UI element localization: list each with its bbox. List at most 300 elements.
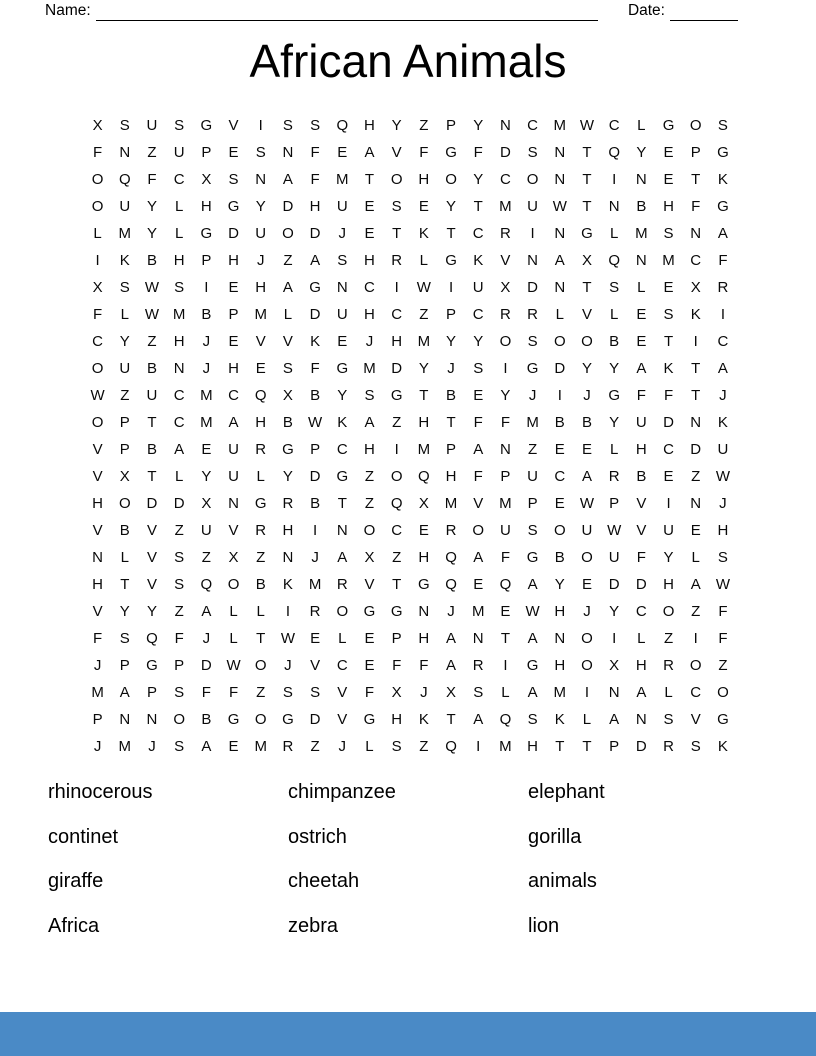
grid-letter: M: [118, 738, 132, 755]
grid-letter: R: [445, 522, 457, 539]
grid-letter: K: [717, 738, 728, 755]
grid-letter: G: [363, 711, 376, 728]
grid-letter: F: [364, 684, 375, 701]
grid-letter: Y: [146, 603, 157, 620]
grid-letter: U: [119, 198, 131, 215]
grid-letter: Y: [446, 333, 457, 350]
grid-letter: W: [525, 603, 540, 620]
grid-letter: I: [720, 306, 725, 323]
grid-letter: P: [119, 657, 130, 674]
grid-letter: H: [173, 252, 185, 269]
grid-letter: N: [119, 144, 131, 161]
grid-letter: Q: [336, 117, 349, 134]
grid-letter: F: [201, 684, 211, 701]
grid-letter: Q: [608, 252, 620, 269]
grid-letter: Q: [146, 630, 158, 647]
grid-letter: W: [715, 576, 730, 593]
grid-letter: E: [663, 144, 674, 161]
grid-letter: E: [337, 144, 348, 161]
grid-letter: I: [394, 441, 399, 458]
grid-letter: X: [581, 252, 592, 269]
grid-letter: O: [499, 333, 512, 350]
grid-letter: J: [93, 657, 102, 674]
grid-letter: H: [418, 171, 430, 188]
grid-letter: S: [391, 738, 402, 755]
grid-letter: K: [418, 711, 429, 728]
grid-letter: Y: [119, 333, 130, 350]
grid-letter: K: [663, 360, 674, 377]
grid-letter: X: [609, 657, 620, 674]
grid-letter: D: [146, 495, 158, 512]
grid-letter: S: [663, 306, 674, 323]
grid-letter: K: [717, 414, 728, 431]
grid-letter: R: [309, 603, 321, 620]
grid-letter: L: [637, 279, 646, 296]
grid-letter: C: [173, 414, 185, 431]
grid-letter: N: [554, 171, 566, 188]
grid-letter: S: [255, 144, 266, 161]
grid-letter: G: [390, 603, 403, 620]
grid-letter: H: [228, 360, 239, 377]
grid-letter: R: [527, 306, 539, 323]
word-item: cheetah: [288, 870, 360, 892]
grid-letter: S: [174, 576, 185, 593]
grid-letter: F: [147, 171, 157, 188]
grid-letter: W: [144, 279, 160, 296]
grid-letter: U: [608, 549, 620, 566]
grid-letter: T: [663, 333, 674, 350]
grid-letter: J: [202, 630, 211, 647]
grid-letter: G: [717, 144, 729, 161]
grid-letter: Z: [147, 333, 157, 350]
grid-letter: F: [473, 414, 483, 431]
grid-letter: I: [693, 333, 698, 350]
grid-letter: K: [717, 171, 728, 188]
grid-letter: E: [500, 603, 511, 620]
grid-letter: I: [693, 630, 698, 647]
grid-letter: S: [663, 225, 674, 242]
grid-letter: Z: [419, 117, 429, 134]
grid-letter: P: [527, 495, 538, 512]
grid-letter: V: [255, 333, 266, 350]
grid-letter: D: [173, 495, 185, 512]
grid-letter: R: [499, 225, 511, 242]
grid-letter: O: [581, 630, 593, 647]
grid-letter: E: [418, 198, 429, 215]
grid-letter: Z: [691, 603, 701, 620]
grid-letter: H: [391, 711, 403, 728]
grid-letter: F: [500, 414, 510, 431]
grid-letter: N: [282, 144, 294, 161]
grid-letter: T: [446, 225, 456, 242]
grid-letter: R: [663, 657, 674, 674]
grid-letter: Q: [118, 171, 131, 188]
grid-letter: J: [447, 360, 455, 377]
date-blank-line: [670, 5, 738, 21]
grid-letter: D: [554, 360, 566, 377]
grid-letter: K: [690, 306, 701, 323]
grid-letter: Y: [473, 333, 484, 350]
grid-letter: O: [581, 333, 593, 350]
grid-letter: O: [390, 171, 403, 188]
grid-letter: M: [635, 225, 648, 242]
grid-letter: M: [417, 333, 431, 350]
grid-letter: F: [310, 360, 320, 377]
grid-letter: D: [391, 360, 403, 377]
grid-letter: E: [636, 306, 647, 323]
grid-letter: O: [254, 711, 267, 728]
grid-letter: H: [418, 549, 430, 566]
grid-letter: U: [119, 360, 131, 377]
grid-letter: W: [90, 387, 105, 404]
date-label: Date:: [627, 2, 665, 19]
grid-letter: B: [554, 414, 565, 431]
grid-letter: F: [718, 252, 728, 269]
grid-letter: S: [717, 549, 728, 566]
grid-letter: Q: [608, 144, 620, 161]
grid-letter: R: [472, 657, 484, 674]
grid-letter: A: [527, 630, 538, 647]
grid-letter: C: [364, 279, 375, 296]
grid-letter: W: [144, 306, 160, 323]
grid-letter: S: [282, 360, 293, 377]
grid-letter: T: [147, 468, 157, 485]
grid-letter: D: [499, 144, 511, 161]
grid-letter: G: [336, 468, 349, 485]
grid-letter: C: [717, 333, 729, 350]
grid-letter: R: [391, 252, 403, 269]
name-label: Name:: [45, 2, 91, 19]
grid-letter: F: [93, 630, 103, 647]
grid-letter: D: [608, 576, 620, 593]
grid-letter: N: [146, 711, 158, 728]
grid-letter: U: [255, 225, 267, 242]
grid-letter: I: [530, 225, 535, 242]
grid-letter: H: [255, 414, 267, 431]
grid-letter: J: [447, 603, 455, 620]
grid-letter: J: [284, 657, 292, 674]
grid-letter: M: [444, 495, 458, 512]
grid-letter: C: [472, 225, 484, 242]
grid-letter: O: [336, 603, 349, 620]
grid-letter: L: [229, 630, 238, 647]
grid-letter: G: [717, 711, 729, 728]
grid-letter: A: [636, 684, 647, 701]
grid-letter: I: [285, 603, 290, 620]
grid-letter: P: [119, 441, 130, 458]
grid-letter: Y: [609, 360, 620, 377]
grid-letter: V: [228, 522, 239, 539]
grid-letter: F: [718, 603, 728, 620]
grid-letter: F: [691, 198, 701, 215]
grid-letter: E: [663, 279, 674, 296]
grid-letter: W: [416, 279, 431, 296]
grid-letter: B: [119, 522, 130, 539]
grid-letter: A: [446, 657, 457, 674]
grid-letter: G: [662, 117, 675, 134]
grid-letter: G: [227, 711, 240, 728]
grid-letter: E: [554, 495, 565, 512]
grid-letter: R: [282, 738, 294, 755]
grid-letter: L: [691, 549, 700, 566]
grid-letter: L: [365, 738, 374, 755]
grid-letter: Z: [392, 414, 402, 431]
grid-letter: U: [472, 279, 484, 296]
grid-letter: L: [229, 603, 238, 620]
grid-letter: O: [689, 117, 702, 134]
grid-letter: S: [310, 117, 321, 134]
grid-letter: A: [554, 252, 565, 269]
grid-letter: O: [472, 522, 485, 539]
grid-letter: N: [554, 225, 566, 242]
grid-letter: M: [254, 306, 267, 323]
grid-letter: S: [473, 684, 484, 701]
grid-letter: H: [554, 657, 566, 674]
grid-letter: V: [92, 441, 103, 458]
grid-letter: E: [581, 576, 592, 593]
grid-letter: C: [608, 117, 620, 134]
grid-letter: D: [309, 468, 321, 485]
grid-letter: S: [609, 279, 620, 296]
grid-letter: S: [119, 630, 130, 647]
grid-letter: U: [200, 522, 212, 539]
grid-letter: F: [93, 306, 103, 323]
grid-letter: M: [172, 306, 186, 323]
grid-letter: S: [174, 738, 185, 755]
grid-letter: S: [282, 684, 293, 701]
grid-letter: Q: [445, 576, 457, 593]
grid-letter: Y: [500, 387, 511, 404]
grid-letter: P: [92, 711, 103, 728]
grid-letter: X: [446, 684, 457, 701]
grid-letter: V: [282, 333, 293, 350]
grid-letter: K: [310, 333, 321, 350]
grid-letter: T: [555, 738, 565, 755]
grid-letter: Y: [446, 198, 457, 215]
word-item: animals: [528, 870, 597, 892]
grid-letter: L: [609, 441, 619, 458]
grid-letter: B: [201, 306, 212, 323]
grid-letter: F: [228, 684, 239, 701]
grid-letter: P: [690, 144, 701, 161]
grid-letter: Z: [120, 387, 130, 404]
grid-letter: K: [282, 576, 293, 593]
grid-letter: O: [173, 711, 185, 728]
grid-letter: Y: [146, 198, 157, 215]
grid-letter: V: [581, 306, 592, 323]
grid-letter: N: [336, 279, 348, 296]
grid-letter: S: [310, 684, 321, 701]
grid-letter: O: [553, 333, 566, 350]
grid-letter: D: [663, 414, 674, 431]
grid-letter: O: [282, 225, 294, 242]
grid-letter: K: [418, 225, 429, 242]
grid-letter: M: [363, 360, 376, 377]
grid-letter: Z: [718, 657, 728, 674]
grid-letter: B: [282, 414, 293, 431]
grid-letter: A: [473, 441, 484, 458]
grid-letter: P: [174, 657, 185, 674]
grid-letter: J: [338, 738, 347, 755]
grid-letter: H: [364, 252, 375, 269]
grid-letter: S: [119, 117, 130, 134]
word-item: ostrich: [288, 825, 347, 848]
grid-letter: I: [204, 279, 209, 296]
grid-letter: G: [146, 657, 158, 674]
grid-letter: N: [499, 441, 511, 458]
footer-bar: [0, 1012, 816, 1056]
grid-letter: C: [690, 252, 702, 269]
grid-letter: A: [282, 171, 293, 188]
grid-letter: F: [310, 144, 320, 161]
grid-letter: P: [310, 441, 321, 458]
grid-letter: N: [228, 495, 239, 512]
grid-letter: O: [662, 603, 675, 620]
grid-letter: Y: [146, 225, 157, 242]
grid-letter: M: [526, 414, 539, 431]
grid-letter: U: [336, 306, 348, 323]
word-item: zebra: [288, 914, 339, 937]
grid-letter: N: [554, 144, 566, 161]
grid-letter: Q: [445, 549, 457, 566]
grid-letter: Y: [554, 576, 565, 593]
grid-letter: D: [309, 711, 321, 728]
grid-letter: T: [147, 414, 157, 431]
grid-letter: C: [391, 522, 403, 539]
grid-letter: Y: [473, 117, 484, 134]
grid-letter: L: [664, 684, 673, 701]
grid-letter: A: [337, 549, 348, 566]
grid-letter: A: [310, 252, 321, 269]
grid-letter: O: [91, 414, 104, 431]
grid-letter: L: [419, 252, 429, 269]
grid-letter: U: [527, 468, 539, 485]
grid-letter: L: [120, 306, 129, 323]
grid-letter: O: [118, 495, 131, 512]
word-item: Africa: [48, 914, 100, 937]
grid-letter: Y: [255, 198, 266, 215]
grid-letter: C: [499, 171, 511, 188]
grid-letter: G: [717, 198, 729, 215]
grid-letter: Y: [609, 603, 620, 620]
grid-letter: A: [690, 576, 701, 593]
grid-letter: R: [255, 522, 267, 539]
grid-letter: H: [391, 333, 403, 350]
grid-letter: L: [120, 549, 129, 566]
word-item: continet: [48, 825, 119, 848]
grid-letter: C: [663, 441, 674, 458]
grid-letter: W: [607, 522, 622, 539]
grid-letter: C: [92, 333, 104, 350]
grid-letter: S: [473, 360, 484, 377]
grid-letter: B: [201, 711, 212, 728]
grid-letter: E: [473, 387, 484, 404]
grid-letter: O: [581, 657, 593, 674]
grid-letter: Q: [499, 576, 512, 593]
grid-letter: V: [146, 549, 157, 566]
grid-letter: H: [92, 495, 104, 512]
grid-letter: Y: [609, 414, 620, 431]
grid-letter: S: [364, 387, 375, 404]
grid-letter: X: [282, 387, 293, 404]
grid-letter: B: [255, 576, 266, 593]
grid-letter: N: [554, 630, 566, 647]
grid-letter: W: [715, 468, 730, 485]
grid-letter: U: [146, 117, 158, 134]
grid-letter: G: [309, 279, 321, 296]
grid-letter: L: [637, 117, 646, 134]
grid-letter: M: [308, 576, 322, 593]
grid-letter: E: [663, 171, 674, 188]
grid-letter: G: [336, 360, 349, 377]
grid-letter: E: [663, 468, 674, 485]
grid-letter: C: [635, 603, 647, 620]
grid-letter: T: [691, 387, 701, 404]
grid-letter: C: [391, 306, 403, 323]
grid-letter: O: [363, 522, 376, 539]
grid-letter: H: [418, 630, 430, 647]
grid-letter: O: [717, 684, 729, 701]
grid-letter: I: [394, 279, 399, 296]
grid-letter: F: [174, 630, 184, 647]
grid-letter: Z: [256, 684, 266, 701]
grid-letter: L: [174, 468, 184, 485]
grid-letter: W: [308, 414, 323, 431]
grid-letter: C: [228, 387, 239, 404]
grid-letter: V: [92, 522, 103, 539]
grid-letter: Z: [147, 144, 157, 161]
grid-letter: N: [336, 522, 348, 539]
grid-letter: W: [579, 495, 595, 512]
grid-letter: Z: [201, 549, 211, 566]
grid-letter: T: [392, 576, 402, 593]
grid-letter: V: [146, 522, 157, 539]
grid-letter: G: [581, 225, 593, 242]
grid-letter: B: [310, 387, 321, 404]
grid-letter: O: [254, 657, 267, 674]
grid-letter: M: [91, 684, 104, 701]
grid-letter: K: [554, 711, 565, 728]
grid-letter: D: [309, 306, 321, 323]
grid-letter: E: [636, 333, 647, 350]
grid-letter: M: [662, 252, 675, 269]
grid-letter: V: [636, 522, 647, 539]
grid-letter: A: [119, 684, 130, 701]
grid-letter: D: [635, 576, 647, 593]
grid-letter: Q: [418, 468, 430, 485]
header-row: [45, 1, 738, 21]
grid-letter: V: [92, 468, 103, 485]
grid-letter: H: [527, 738, 539, 755]
grid-letter: C: [527, 117, 539, 134]
grid-letter: H: [364, 306, 375, 323]
grid-letter: E: [364, 630, 375, 647]
grid-letter: N: [635, 711, 647, 728]
grid-letter: N: [690, 495, 702, 512]
grid-letter: H: [282, 522, 294, 539]
grid-letter: H: [663, 576, 674, 593]
grid-letter: M: [336, 171, 349, 188]
grid-letter: N: [472, 630, 484, 647]
grid-letter: Z: [528, 441, 538, 458]
grid-letter: Q: [499, 711, 512, 728]
grid-letter: Y: [282, 468, 293, 485]
grid-letter: B: [146, 252, 157, 269]
grid-letter: F: [310, 171, 320, 188]
page-title: African Animals: [249, 35, 567, 87]
grid-letter: H: [663, 198, 674, 215]
grid-letter: H: [200, 198, 212, 215]
